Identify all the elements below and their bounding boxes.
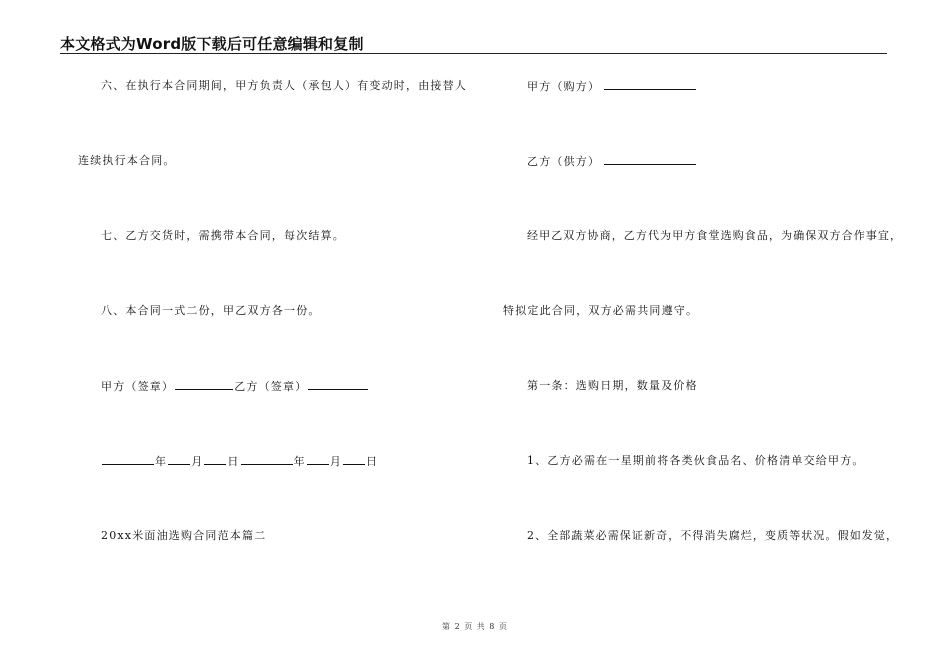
- party-a-signature-blank: [175, 379, 233, 390]
- intro-line-1: 经甲乙双方协商，乙方代为甲方食堂选购食品，为确保双方合作事宜，: [527, 229, 903, 242]
- party-b-signature-label: 乙方（签章）: [234, 380, 308, 393]
- party-b-supplier-blank: [604, 154, 696, 165]
- party-b-supplier-label: 乙方（供方）: [527, 155, 601, 168]
- clause-8: 八、本合同一式二份，甲乙双方各一份。: [101, 304, 321, 317]
- clause-6-line-1: 六、在执行本合同期间，甲方负责人（承包人）有变动时，由接替人: [101, 79, 467, 92]
- date-line: [101, 454, 378, 469]
- day-label-a: 日: [227, 455, 240, 468]
- article-1-title: 第一条：选购日期，数量及价格: [527, 379, 698, 392]
- year-label-b: 年: [293, 455, 306, 468]
- year-blank-b: [241, 454, 293, 465]
- clause-7: 七、乙方交货时，需携带本合同，每次结算。: [101, 229, 345, 242]
- day-blank-b: [343, 454, 365, 465]
- month-blank-b: [307, 454, 329, 465]
- party-a-signature-label: 甲方（签章）: [101, 380, 175, 393]
- party-a-buyer-line: [527, 79, 697, 94]
- month-label-b: 月: [329, 455, 343, 468]
- month-blank-a: [168, 454, 190, 465]
- year-label-a: 年: [155, 455, 168, 468]
- day-blank-a: [204, 454, 226, 465]
- party-a-buyer-blank: [604, 79, 696, 90]
- month-label-a: 月: [191, 455, 204, 468]
- clause-6-line-2: 连续执行本合同。: [78, 154, 176, 167]
- clause-1: 1、乙方必需在一星期前将各类伙食品名、价格清单交给甲方。: [527, 454, 865, 467]
- party-b-signature-blank: [308, 379, 368, 390]
- year-blank-a: [102, 454, 154, 465]
- next-contract-title: 20xx米面油选购合同范本篇二: [101, 529, 267, 542]
- signature-line: [101, 379, 369, 394]
- header-title: 本文格式为Word版下载后可任意编辑和复制: [60, 35, 364, 53]
- page-number: 第 2 页 共 8 页: [442, 622, 508, 631]
- header-divider: [60, 53, 887, 54]
- party-a-buyer-label: 甲方（购方）: [527, 80, 601, 93]
- intro-line-2: 特拟定此合同，双方必需共同遵守。: [503, 304, 699, 317]
- party-b-supplier-line: [527, 154, 697, 169]
- day-label-b: 日: [366, 455, 379, 468]
- clause-2: 2、全部蔬菜必需保证新奇，不得消失腐烂，变质等状况。假如发觉，: [527, 529, 899, 542]
